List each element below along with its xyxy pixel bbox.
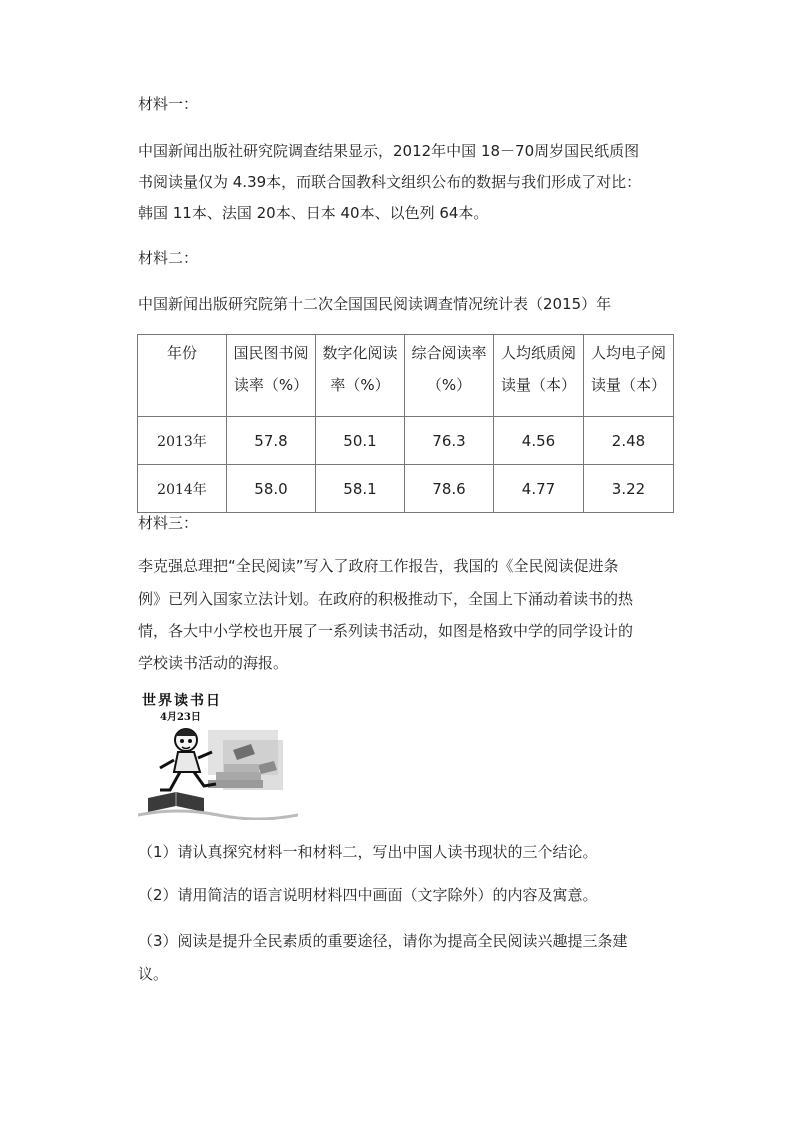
header-book-reading-rate: 国民图书阅读率（%）	[227, 335, 316, 417]
row-2013-paper-reading: 4.56	[494, 417, 584, 465]
question-3-line-2: 议。	[138, 965, 169, 983]
row-2013-year: 2013年	[138, 417, 227, 465]
poster-illustration	[138, 720, 298, 820]
row-2014-digital-reading-rate: 58.1	[316, 465, 405, 513]
material-3-line-3: 情，各大中小学校也开展了一系列读书活动，如图是格致中学的同学设计的	[138, 622, 634, 640]
header-overall-reading-rate: 综合阅读率（%）	[405, 335, 494, 417]
table-title: 中国新闻出版研究院第十二次全国国民阅读调查情况统计表（2015）年	[138, 295, 612, 313]
poster-title: 世界读书日	[142, 693, 222, 709]
row-2014-overall-reading-rate: 78.6	[405, 465, 494, 513]
row-2014-paper-reading: 4.77	[494, 465, 584, 513]
material-3-line-4: 学校读书活动的海报。	[138, 654, 289, 672]
material-1-line-2: 书阅读量仅为 4.39本，而联合国教科文组织公布的数据与我们形成了对比：	[138, 173, 642, 191]
header-year: 年份	[138, 335, 227, 417]
header-paper-reading-per-capita: 人均纸质阅读量（本）	[494, 335, 584, 417]
material-1-heading: 材料一：	[138, 95, 199, 113]
table-row	[138, 417, 674, 465]
question-1: （1）请认真探究材料一和材料二，写出中国人读书现状的三个结论。	[138, 843, 598, 861]
reading-day-poster	[138, 690, 298, 820]
poster-date: 4月23日	[160, 712, 201, 723]
material-3-line-1: 李克强总理把“全民阅读”写入了政府工作报告，我国的《全民阅读促进条	[138, 557, 619, 575]
material-3-line-2: 例》已列入国家立法计划。在政府的积极推动下，全国上下涌动着读书的热	[138, 590, 634, 608]
row-2014-ebook-reading: 3.22	[584, 465, 674, 513]
row-2014-year: 2014年	[138, 465, 227, 513]
row-2013-digital-reading-rate: 50.1	[316, 417, 405, 465]
row-2013-book-reading-rate: 57.8	[227, 417, 316, 465]
table-header-row	[138, 335, 674, 417]
header-ebook-reading-per-capita: 人均电子阅读量（本）	[584, 335, 674, 417]
material-1-line-3: 韩国 11本、法国 20本、日本 40本、以色列 64本。	[138, 204, 489, 222]
question-2: （2）请用简洁的语言说明材料四中画面（文字除外）的内容及寓意。	[138, 886, 598, 904]
question-3-line-1: （3）阅读是提升全民素质的重要途径，请你为提高全民阅读兴趣提三条建	[138, 932, 628, 950]
material-3-heading: 材料三：	[138, 514, 199, 532]
row-2013-overall-reading-rate: 76.3	[405, 417, 494, 465]
row-2013-ebook-reading: 2.48	[584, 417, 674, 465]
row-2014-book-reading-rate: 58.0	[227, 465, 316, 513]
reading-survey-table	[137, 334, 674, 513]
table-row	[138, 465, 674, 513]
material-2-heading: 材料二：	[138, 249, 199, 267]
header-digital-reading-rate: 数字化阅读率（%）	[316, 335, 405, 417]
material-1-line-1: 中国新闻出版社研究院调查结果显示，2012年中国 18－70周岁国民纸质图	[138, 142, 640, 160]
